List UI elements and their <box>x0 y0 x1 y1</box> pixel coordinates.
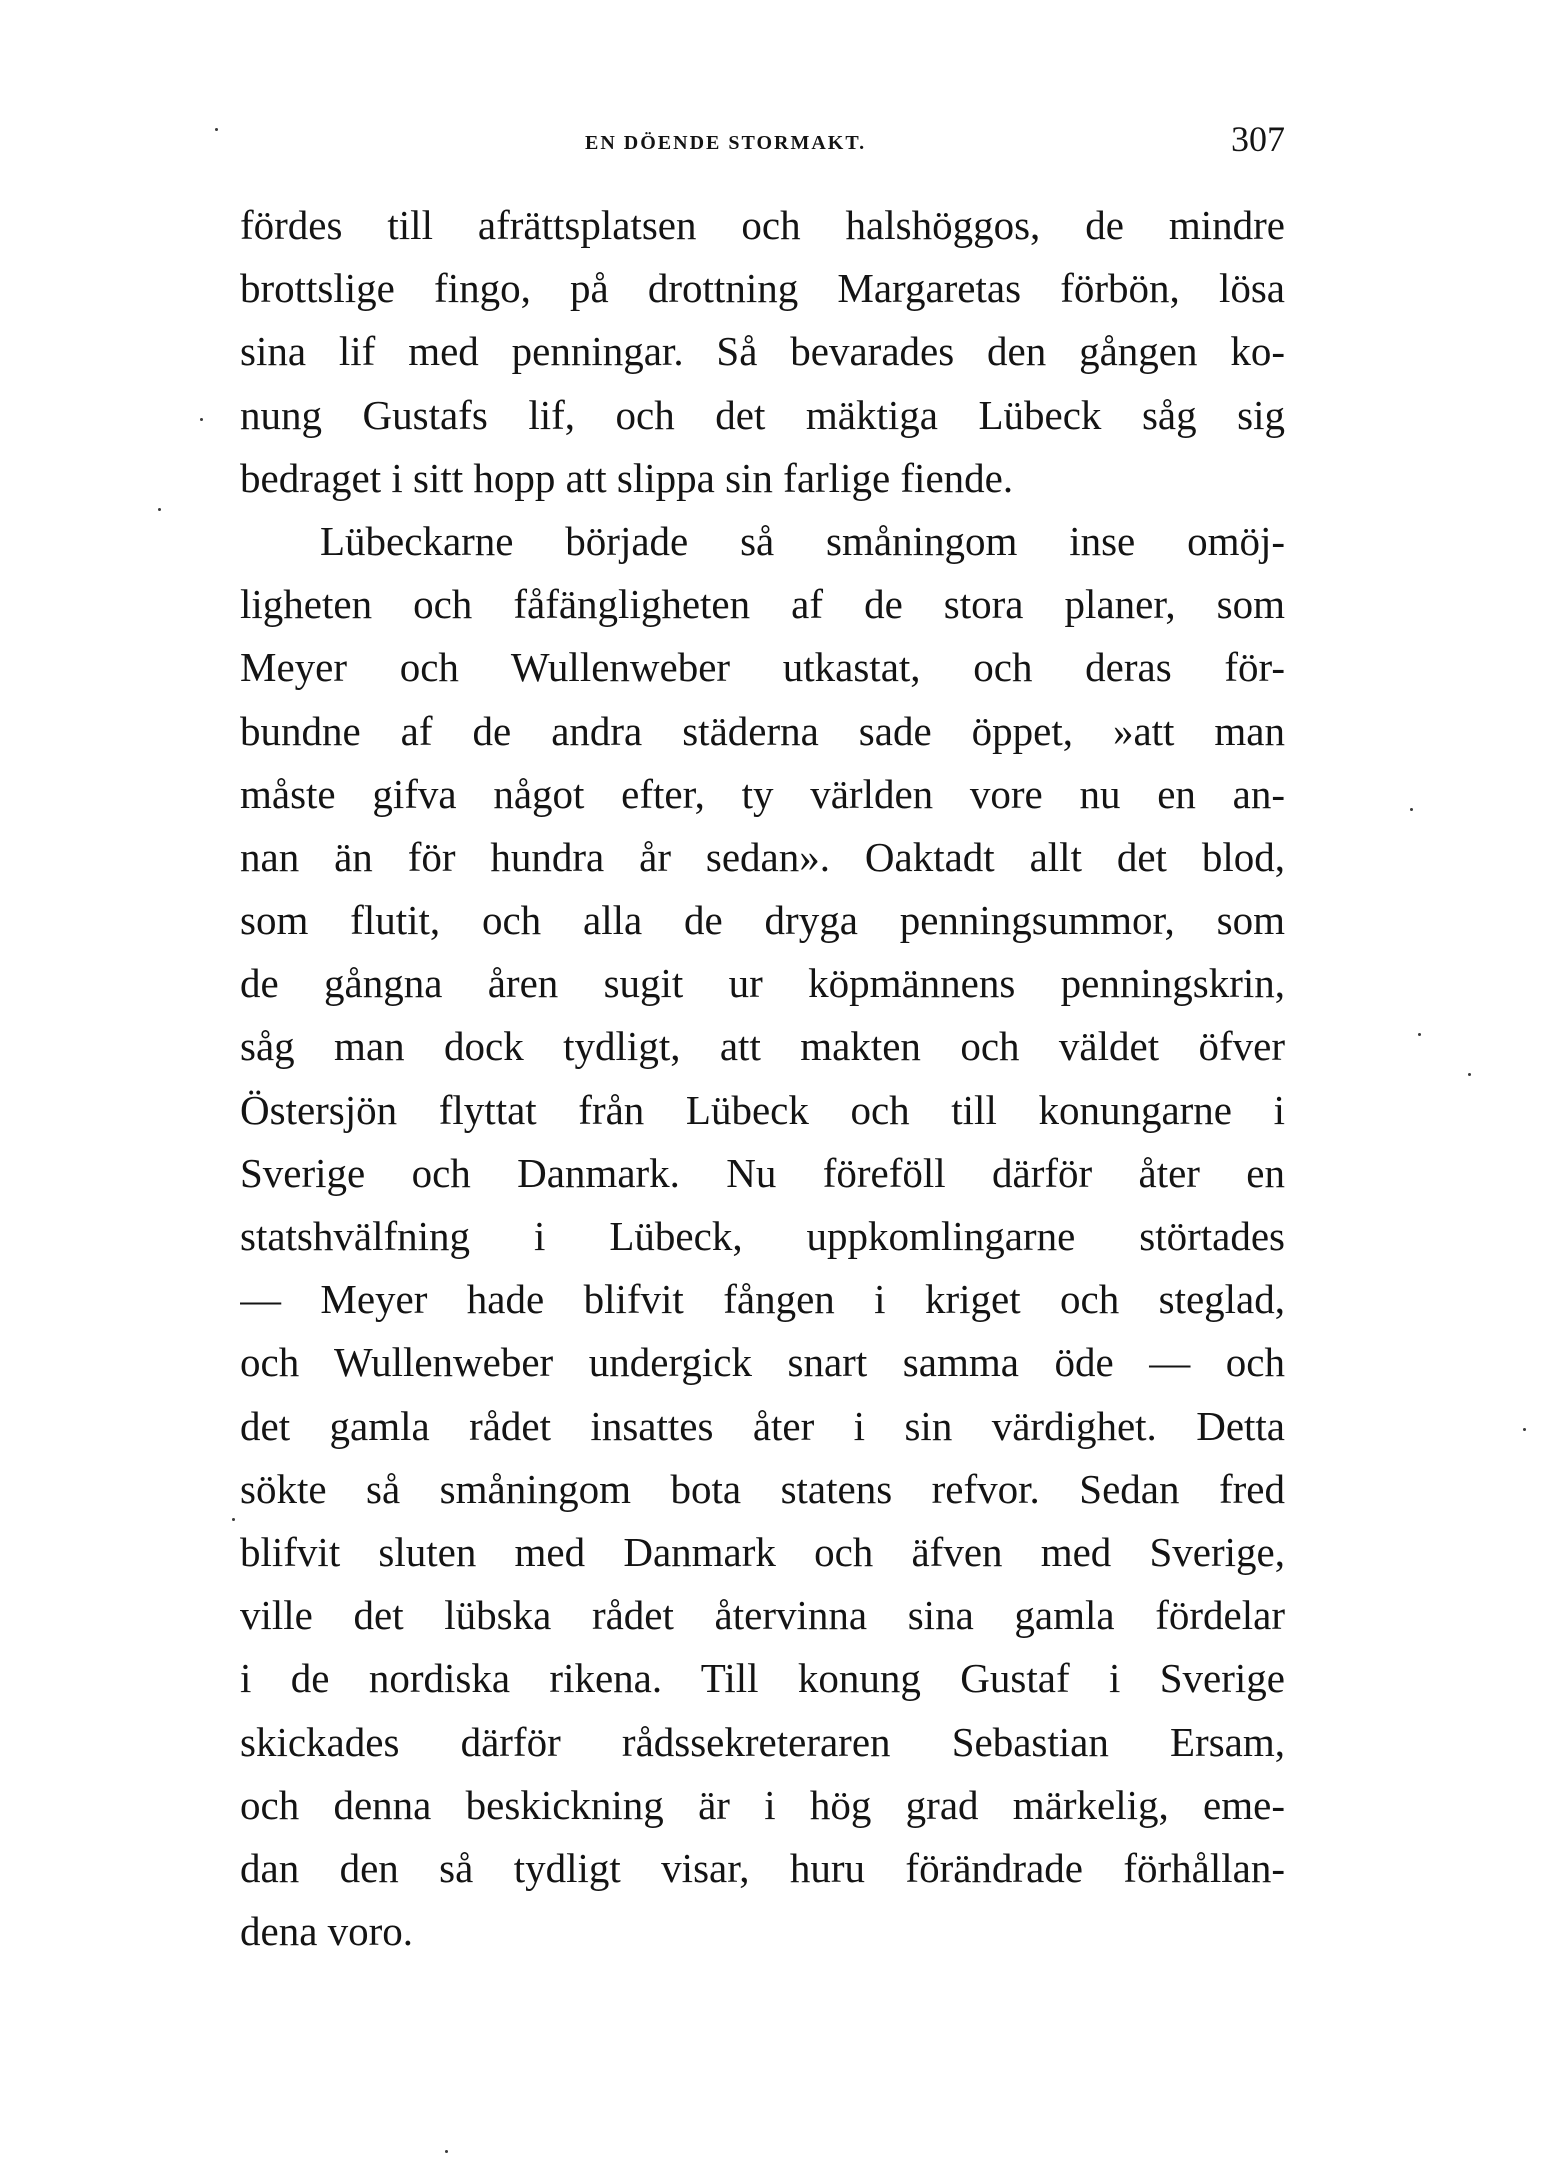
body-text <box>240 194 1285 1963</box>
running-header <box>240 118 1285 178</box>
scan-speck <box>445 2150 448 2153</box>
text-line: som flutit, och alla de dryga penningsummor, som <box>240 897 1285 944</box>
text-line: bedraget i sitt hopp att slippa sin farlige fiende. <box>240 454 1014 501</box>
text-line: blifvit sluten med Danmark och äfven med Sverige, <box>240 1528 1285 1575</box>
text-line: statshvälfning i Lübeck, uppkomlingarne störtades <box>240 1213 1285 1259</box>
text-line: ligheten och fåfängligheten af de stora planer, som <box>240 581 1285 628</box>
text-line: brottslige fingo, på drottning Margaretas förbön, lösa <box>240 265 1285 312</box>
text-line: nung Gustafs lif, och det mäktiga Lübeck såg sig <box>240 391 1285 438</box>
text-line: Östersjön flyttat från Lübeck och till konungarne i <box>240 1086 1285 1133</box>
page-number: 307 <box>1231 119 1285 159</box>
scan-speck <box>1418 1033 1421 1036</box>
text-line: såg man dock tydligt, att makten och väldet öfver <box>240 1023 1285 1070</box>
scan-speck <box>215 128 218 131</box>
scan-speck <box>158 508 161 511</box>
text-line: måste gifva något efter, ty världen vore nu en an- <box>240 770 1285 817</box>
paragraph-first-line: Lübeckarne började så småningom inse omöj- <box>320 517 1285 564</box>
text-line: Sverige och Danmark. Nu föreföll därför åter en <box>240 1149 1285 1196</box>
scan-speck <box>200 418 203 421</box>
running-title: EN DÖENDE STORMAKT. <box>585 132 867 154</box>
text-line: och denna beskickning är i hög grad märkelig, eme- <box>240 1781 1285 1828</box>
scan-speck <box>1523 1428 1526 1431</box>
text-line: sökte så småningom bota statens refvor. Sedan fred <box>240 1465 1285 1512</box>
text-line: Meyer och Wullenweber utkastat, och deras för- <box>240 644 1285 691</box>
scan-speck <box>1468 1073 1471 1076</box>
text-line: nan än för hundra år sedan». Oaktadt allt det blod, <box>240 833 1285 880</box>
text-line: dena voro. <box>240 1908 414 1955</box>
text-line: dan den så tydligt visar, huru förändrade förhållan- <box>240 1844 1285 1891</box>
text-line: sina lif med penningar. Så bevarades den gången ko- <box>240 328 1285 375</box>
text-line: — Meyer hade blifvit fången i kriget och steglad, <box>240 1276 1285 1323</box>
scan-speck <box>232 1518 235 1521</box>
text-line: skickades därför rådssekreteraren Sebastian Ersam, <box>240 1718 1285 1765</box>
text-line: bundne af de andra städerna sade öppet, »att man <box>240 707 1285 754</box>
text-line: det gamla rådet insattes åter i sin värdighet. Detta <box>240 1402 1285 1449</box>
text-line: ville det lübska rådet återvinna sina gamla fördelar <box>240 1592 1285 1639</box>
text-line: de gångna åren sugit ur köpmännens penningskrin, <box>240 960 1285 1007</box>
text-line: och Wullenweber undergick snart samma öde — och <box>240 1339 1285 1386</box>
text-line: i de nordiska rikena. Till konung Gustaf i Sverige <box>240 1655 1285 1702</box>
scan-speck <box>1410 808 1413 811</box>
text-line: fördes till afrättsplatsen och halshöggos, de mindre <box>240 202 1285 248</box>
